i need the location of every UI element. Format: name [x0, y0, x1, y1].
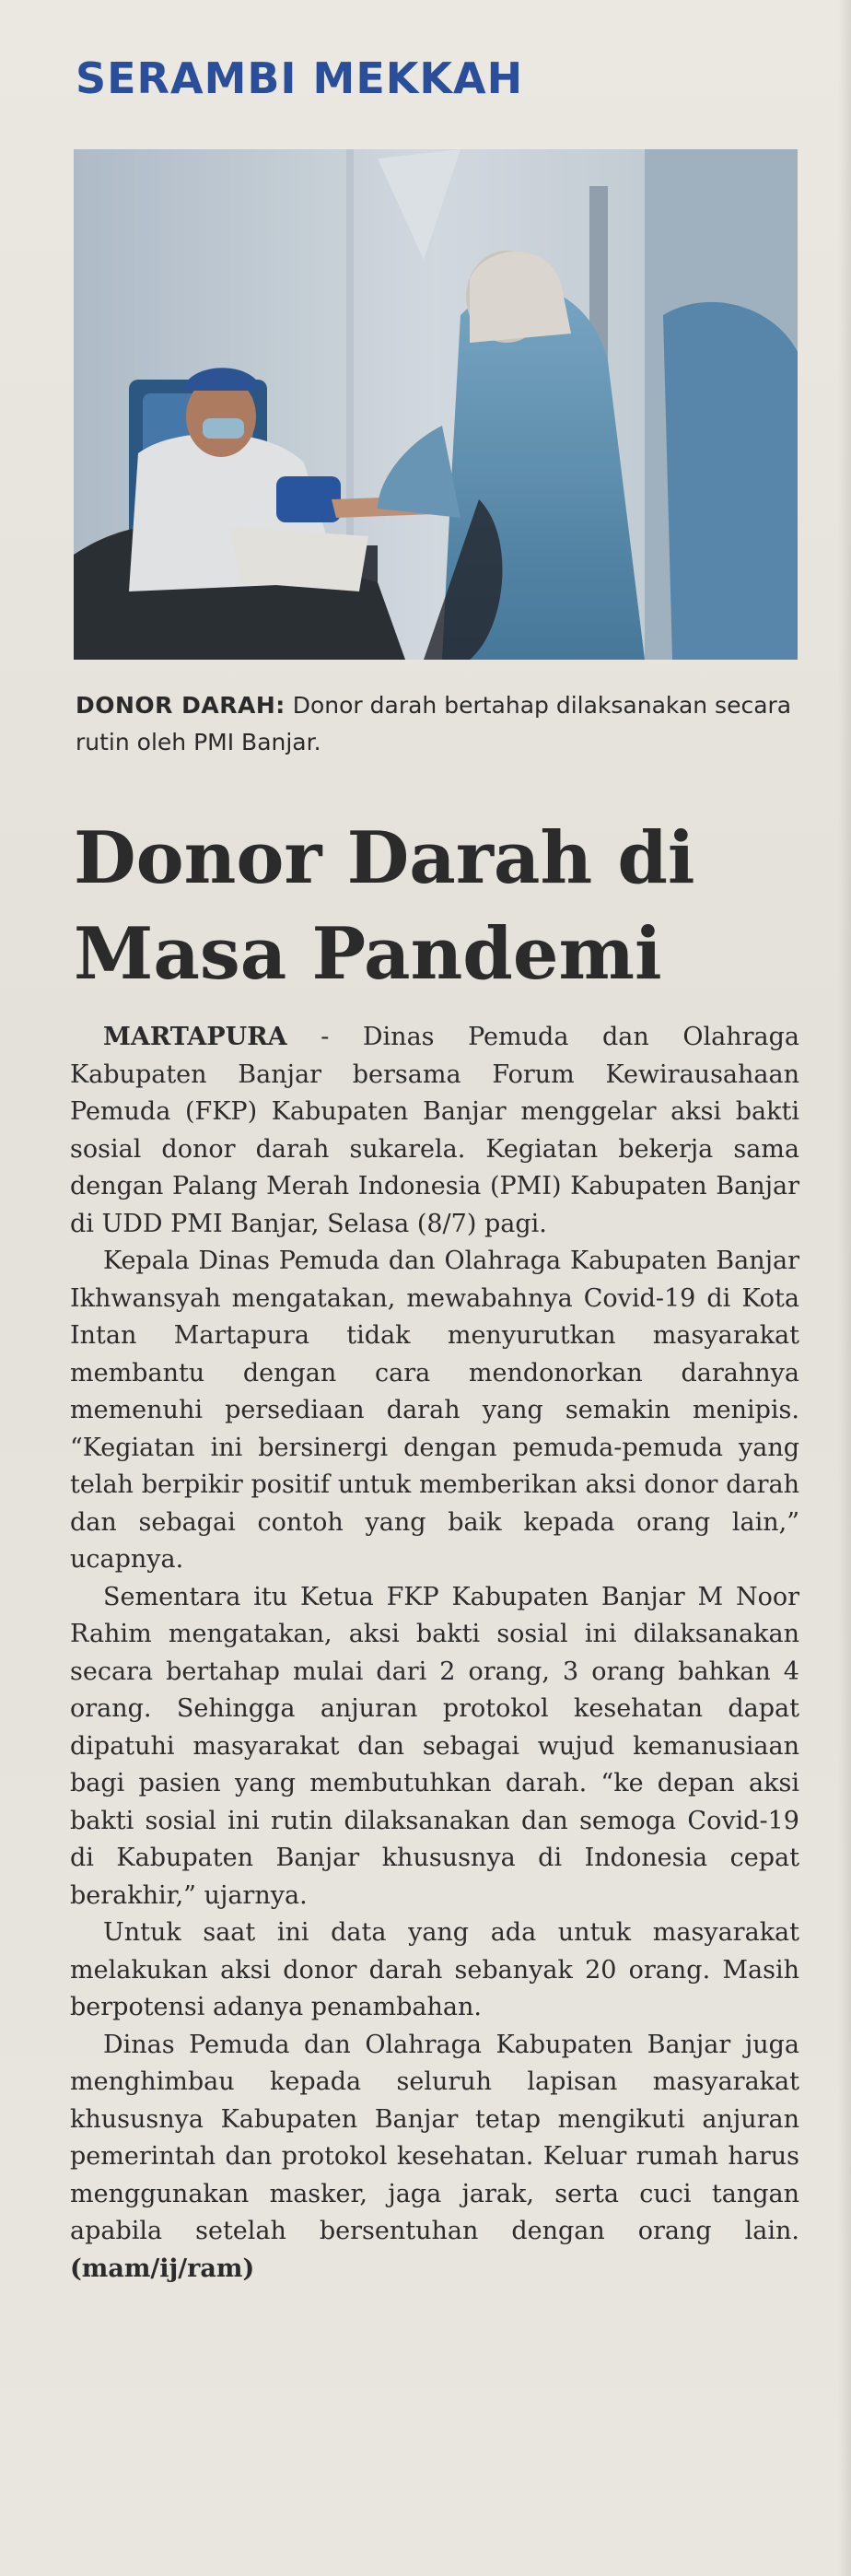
paragraph-3: Sementara itu Ketua FKP Kabupaten Banjar M Noor Rahim mengatakan, aksi bakti sosial ini dilaksanakan secara bertahap mulai dari 2 orang, 3 orang bahkan 4 orang. Sehingga anjuran protokol kesehatan dapat dipatuhi masyarakat dan sebagai wujud kemanusiaan bagi pasien yang membutuhkan darah. “ke depan aksi bakti sosial ini rutin dilaksanakan dan semoga Covid-19 di Kabupaten Banjar khususnya di Indonesia cepat berakhir,” ujarnya.: [70, 1582, 799, 1910]
paragraph-5: [70, 2027, 799, 2289]
blood-donor-photo: [74, 149, 798, 660]
caption-label: DONOR DARAH:: [76, 692, 286, 719]
paragraph-1: [70, 1019, 799, 1243]
page-edge-shadow: [838, 0, 851, 2576]
paragraph-2: Kepala Dinas Pemuda dan Olahraga Kabupaten Banjar Ikhwansyah mengatakan, mewabahnya Covid-19 di Kota Intan Martapura tidak menyurutkan masyarakat membantu dengan cara mendonorkan darahnya memenuhi persediaan darah yang semakin menipis. “Kegiatan ini bersinergi dengan pemuda-pemuda yang telah berpikir positif untuk memberikan aksi donor darah dan sebagai contoh yang baik kepada orang lain,” ucapnya.: [70, 1247, 799, 1574]
caption-text: Donor darah bertahap dilaksanakan secara rutin oleh PMI Banjar.: [76, 692, 792, 755]
blood-donor-photo-icon: [74, 149, 798, 660]
section-masthead: SERAMBI MEKKAH: [76, 53, 524, 103]
paragraph-4: Untuk saat ini data yang ada untuk masyarakat melakukan aksi donor darah sebanyak 20 orang. Masih berpotensi adanya penambahan.: [70, 1918, 799, 2021]
paragraph-1-text: - Dinas Pemuda dan Olahraga Kabupaten Banjar bersama Forum Kewirausahaan Pemuda (FKP) Kabupaten Banjar menggelar aksi bakti sosial donor darah sukarela. Kegiatan bekerja sama dengan Palang Merah Indonesia (PMI) Kabupaten Banjar di UDD PMI Banjar, Selasa (8/7) pagi.: [70, 1023, 799, 1238]
article-headline: Donor Darah di Masa Pandemi: [74, 816, 695, 996]
paragraph-5-text: Dinas Pemuda dan Olahraga Kabupaten Banjar juga menghimbau kepada seluruh lapisan masyarakat khususnya Kabupaten Banjar tetap mengikuti anjuran pemerintah dan protokol kesehatan. Keluar rumah harus menggunakan masker, jaga jarak, serta cuci tangan apabila setelah bersentuhan dengan orang lain.: [70, 2030, 799, 2245]
author-credit: (mam/ij/ram): [70, 2254, 255, 2283]
photo-caption: [76, 687, 803, 761]
dateline: MARTAPURA: [103, 1023, 287, 1051]
article-body: [70, 1019, 799, 2288]
